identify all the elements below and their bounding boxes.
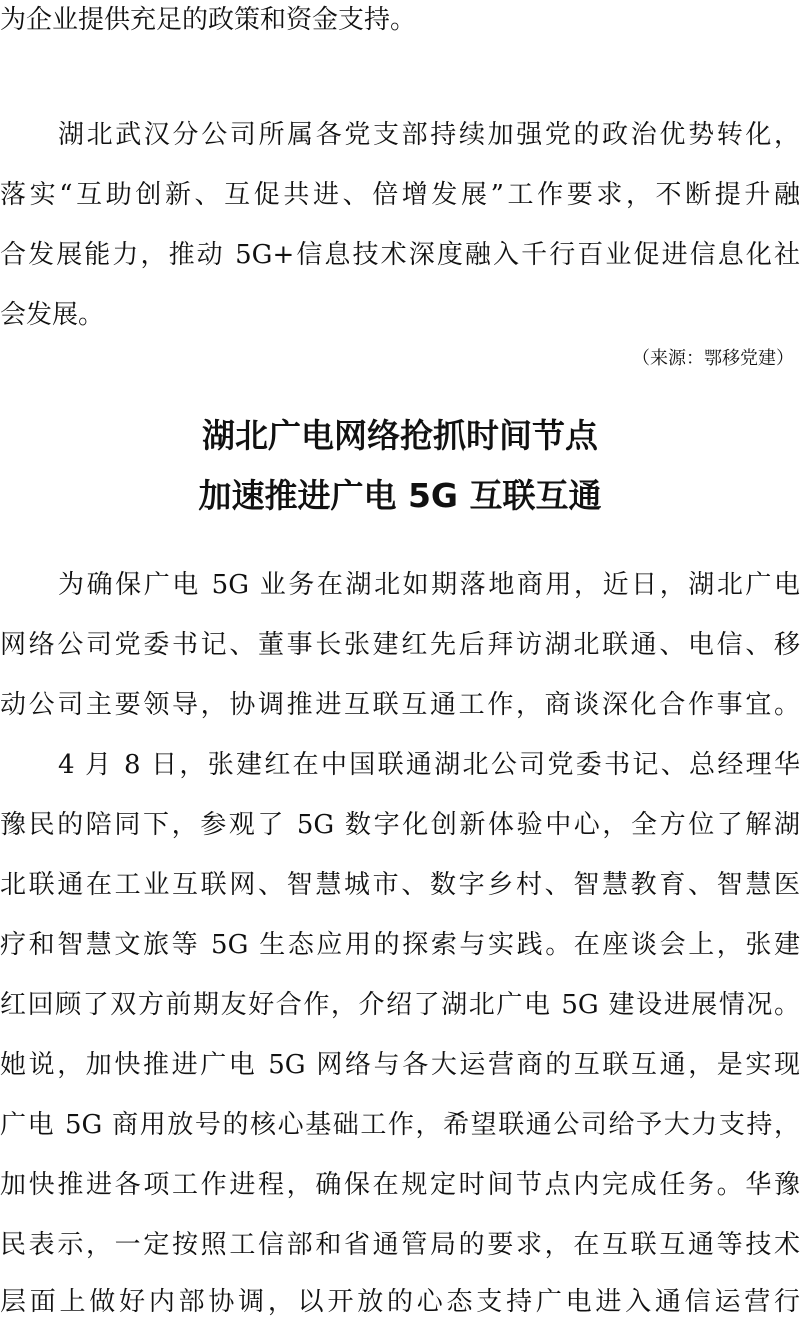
text-line: 4 月 8 日，张建红在中国联通湖北公司党委书记、总经理华: [58, 750, 800, 780]
text-line: 疗和智慧文旅等 5G 生态应用的探索与实践。在座谈会上，张建: [0, 930, 800, 960]
text-line: 为确保广电 5G 业务在湖北如期落地商用，近日，湖北广电: [58, 570, 800, 600]
text-line: 湖北武汉分公司所属各党支部持续加强党的政治优势转化，: [58, 120, 800, 150]
text-line: 会发展。: [0, 300, 105, 330]
article-title-line-2: 加速推进广电 5G 互联互通: [198, 476, 602, 515]
text-line: 层面上做好内部协调，以开放的心态支持广电进入通信运营行: [0, 1287, 800, 1317]
text-line: 红回顾了双方前期友好合作，介绍了湖北广电 5G 建设进展情况。: [0, 990, 800, 1020]
text-line: 落实“互助创新、互促共进、倍增发展”工作要求，不断提升融: [0, 180, 800, 210]
text-line: 豫民的陪同下，参观了 5G 数字化创新体验中心，全方位了解湖: [0, 810, 800, 840]
text-line: 北联通在工业互联网、智慧城市、数字乡村、智慧教育、智慧医: [0, 870, 800, 900]
text-line: 她说，加快推进广电 5G 网络与各大运营商的互联互通，是实现: [0, 1050, 800, 1080]
text-line: 加快推进各项工作进程，确保在规定时间节点内完成任务。华豫: [0, 1170, 800, 1200]
article-title-line-1: 湖北广电网络抢抓时间节点: [202, 416, 598, 455]
text-line: 网络公司党委书记、董事长张建红先后拜访湖北联通、电信、移: [0, 630, 800, 660]
source-attribution: （来源：鄂移党建）: [632, 348, 794, 369]
text-line: 民表示，一定按照工信部和省通管局的要求，在互联互通等技术: [0, 1230, 800, 1260]
text-line: 动公司主要领导，协调推进互联互通工作，商谈深化合作事宜。: [0, 690, 800, 720]
text-line: 广电 5G 商用放号的核心基础工作，希望联通公司给予大力支持，: [0, 1110, 800, 1140]
text-line-fragment: 为企业提供充足的政策和资金支持。: [0, 5, 417, 35]
text-line: 合发展能力，推动 5G+信息技术深度融入千行百业促进信息化社: [0, 240, 800, 270]
